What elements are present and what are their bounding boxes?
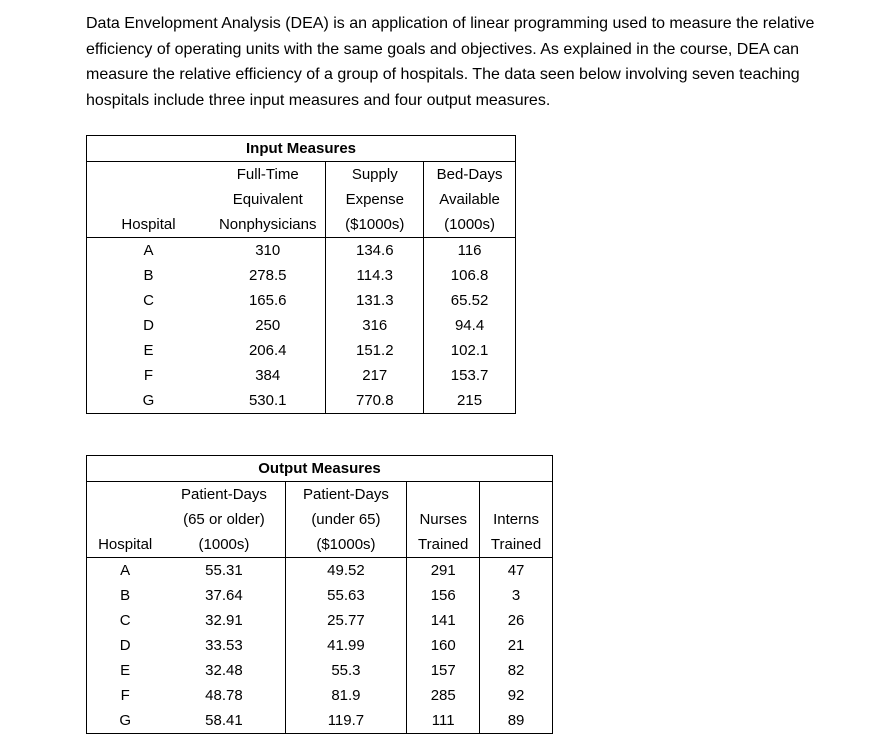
value-cell: 32.48 bbox=[205, 662, 243, 679]
value-cell: 119.7 bbox=[285, 708, 407, 734]
value-cell: 41.99 bbox=[285, 633, 407, 658]
output-measures-table bbox=[86, 455, 553, 734]
value-cell: 165.6 bbox=[248, 292, 287, 309]
value-cell: 153.7 bbox=[424, 363, 516, 388]
col-header: Trained bbox=[480, 532, 553, 558]
value-cell: 770.8 bbox=[326, 388, 424, 414]
value-cell: 33.53 bbox=[205, 637, 243, 654]
value-cell: 114.3 bbox=[326, 263, 424, 288]
col-header: (1000s) bbox=[163, 532, 285, 558]
value-cell: 141 bbox=[407, 608, 480, 633]
intro-line: hospitals include three input measures and four output measures. bbox=[86, 91, 551, 109]
value-cell: 106.8 bbox=[424, 263, 516, 288]
intro-line: efficiency of operating units with the same goals and objectives. As explained in the course, DEA can bbox=[86, 40, 800, 58]
hospital-cell: B bbox=[120, 587, 131, 604]
value-cell: 3 bbox=[480, 583, 553, 608]
col-header: Supply bbox=[326, 162, 424, 188]
hospital-cell: A bbox=[120, 562, 131, 579]
hospital-header: Hospital bbox=[87, 212, 211, 238]
intro-line: measure the relative efficiency of a group of hospitals. The data seen below involving seven teaching bbox=[86, 66, 800, 83]
hospital-cell: C bbox=[119, 612, 131, 629]
col-header: Nurses bbox=[407, 507, 480, 532]
value-cell: 102.1 bbox=[424, 338, 516, 363]
value-cell: 160 bbox=[407, 633, 480, 658]
col-header: (65 or older) bbox=[183, 511, 265, 528]
hospital-cell: G bbox=[119, 712, 131, 729]
table-row bbox=[87, 263, 516, 288]
value-cell: 37.64 bbox=[205, 587, 243, 604]
hospital-cell: F bbox=[143, 367, 154, 384]
value-cell: 92 bbox=[480, 683, 553, 708]
table-row bbox=[87, 238, 516, 264]
table-row bbox=[87, 388, 516, 414]
table-row bbox=[87, 708, 553, 734]
value-cell: 55.3 bbox=[285, 658, 407, 683]
table-row bbox=[87, 683, 553, 708]
value-cell: 47 bbox=[480, 558, 553, 584]
col-header: (under 65) bbox=[285, 507, 407, 532]
col-header: Patient-Days bbox=[181, 486, 267, 503]
value-cell: 278.5 bbox=[248, 267, 287, 284]
input-measures-title: Input Measures bbox=[87, 136, 516, 162]
hospital-cell: D bbox=[119, 637, 131, 654]
value-cell: 89 bbox=[480, 708, 553, 734]
hospital-cell: C bbox=[143, 292, 154, 309]
value-cell: 49.52 bbox=[285, 558, 407, 584]
value-cell: 291 bbox=[407, 558, 480, 584]
hospital-cell: G bbox=[142, 392, 155, 409]
col-header: ($1000s) bbox=[326, 212, 424, 238]
value-cell: 316 bbox=[326, 313, 424, 338]
value-cell: 151.2 bbox=[326, 338, 424, 363]
hospital-cell: D bbox=[143, 317, 154, 334]
table-row bbox=[87, 608, 553, 633]
col-header: (1000s) bbox=[424, 212, 516, 238]
table-row bbox=[87, 313, 516, 338]
table-row bbox=[87, 583, 553, 608]
value-cell: 310 bbox=[255, 242, 281, 259]
table-row bbox=[87, 338, 516, 363]
value-cell: 48.78 bbox=[205, 687, 243, 704]
table-row bbox=[87, 558, 553, 584]
hospital-header: Hospital bbox=[87, 532, 164, 558]
value-cell: 384 bbox=[255, 367, 281, 384]
table-row bbox=[87, 633, 553, 658]
value-cell: 21 bbox=[480, 633, 553, 658]
value-cell: 285 bbox=[407, 683, 480, 708]
value-cell: 157 bbox=[407, 658, 480, 683]
value-cell: 94.4 bbox=[424, 313, 516, 338]
value-cell: 25.77 bbox=[285, 608, 407, 633]
hospital-cell: B bbox=[143, 267, 154, 284]
col-header: Trained bbox=[407, 532, 480, 558]
col-header: Interns bbox=[480, 507, 553, 532]
value-cell: 250 bbox=[255, 317, 281, 334]
hospital-cell: E bbox=[143, 342, 154, 359]
output-measures-title: Output Measures bbox=[87, 456, 553, 482]
value-cell: 65.52 bbox=[424, 288, 516, 313]
table-row bbox=[87, 288, 516, 313]
col-header: Available bbox=[424, 187, 516, 212]
value-cell: 32.91 bbox=[205, 612, 243, 629]
col-header: Nonphysicians bbox=[210, 212, 326, 238]
hospital-cell: A bbox=[143, 242, 154, 259]
value-cell: 156 bbox=[407, 583, 480, 608]
value-cell: 131.3 bbox=[326, 288, 424, 313]
value-cell: 217 bbox=[326, 363, 424, 388]
hospital-cell: F bbox=[120, 687, 130, 704]
value-cell: 215 bbox=[424, 388, 516, 414]
value-cell: 58.41 bbox=[205, 712, 243, 729]
value-cell: 81.9 bbox=[285, 683, 407, 708]
col-header: Expense bbox=[326, 187, 424, 212]
col-header: Bed-Days bbox=[424, 162, 516, 188]
value-cell: 111 bbox=[407, 708, 480, 734]
col-header: Equivalent bbox=[232, 191, 303, 208]
hospital-cell: E bbox=[120, 662, 131, 679]
value-cell: 530.1 bbox=[248, 392, 287, 409]
table-row bbox=[87, 658, 553, 683]
value-cell: 206.4 bbox=[248, 342, 287, 359]
table-row bbox=[87, 363, 516, 388]
value-cell: 82 bbox=[480, 658, 553, 683]
col-header: Full-Time bbox=[236, 166, 299, 183]
intro-line: Data Envelopment Analysis (DEA) is an application of linear programming used to measure the relative bbox=[86, 15, 815, 32]
value-cell: 55.31 bbox=[205, 562, 243, 579]
col-header: ($1000s) bbox=[285, 532, 407, 558]
value-cell: 55.63 bbox=[285, 583, 407, 608]
col-header: Patient-Days bbox=[285, 482, 407, 508]
value-cell: 134.6 bbox=[326, 238, 424, 264]
input-measures-table bbox=[86, 135, 516, 414]
value-cell: 26 bbox=[480, 608, 553, 633]
intro-paragraph bbox=[86, 11, 866, 113]
value-cell: 116 bbox=[424, 238, 516, 264]
